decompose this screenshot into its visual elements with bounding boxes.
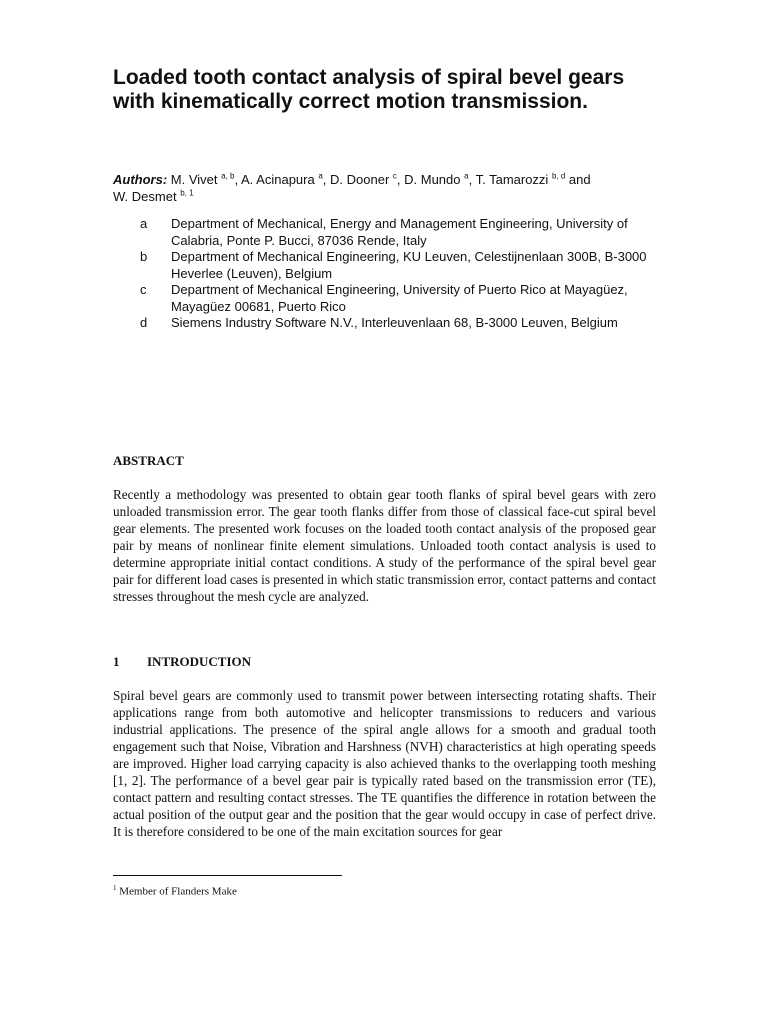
author-affiliation-mark: c	[392, 171, 397, 181]
affiliation-text: Department of Mechanical, Energy and Management Engineering, University of Calabria, Ponte P. Bucci, 87036 Rende, Italy	[171, 216, 628, 248]
introduction-heading	[113, 654, 251, 670]
author-name: D. Dooner	[330, 172, 390, 187]
author-affiliation-mark: a	[318, 171, 323, 181]
affiliation-key: c	[140, 282, 147, 297]
author-line	[113, 171, 658, 205]
affiliation-key: d	[140, 315, 148, 330]
abstract-text: Recently a methodology was presented to obtain gear tooth flanks of spiral bevel gears with zero unloaded transmission error. The gear tooth flanks differ from those of classical face-cut spiral bevel gear elements. The presented work focuses on the loaded tooth contact analysis of the proposed gear pair by means of nonlinear finite element simulations. Unloaded tooth contact analysis is used to determine appropriate initial contact conditions. A study of the performance of the spiral bevel gear pair for different load cases is presented in which static transmission error, contact patterns and contact stresses throughout the mesh cycle are analyzed.	[113, 487, 656, 604]
author-name: D. Mundo	[404, 172, 461, 187]
author-affiliation-mark: b, 1	[180, 188, 194, 198]
affiliation-text: Department of Mechanical Engineering, KU Leuven, Celestijnenlaan 300B, B-3000 Heverlee (Leuven), Belgium	[171, 249, 647, 281]
section-number: 1	[113, 654, 120, 669]
footnote-text: Member of Flanders Make	[119, 885, 237, 898]
author-separator: ,	[468, 172, 476, 187]
author-separator: ,	[234, 172, 241, 187]
author-name: T. Tamarozzi	[475, 172, 549, 187]
author-name: A. Acinapura	[241, 172, 315, 187]
affiliation-item	[140, 282, 660, 315]
affiliation-key: b	[140, 249, 148, 264]
affiliation-text: Department of Mechanical Engineering, University of Puerto Rico at Mayagüez, Mayagüez 00681, Puerto Rico	[171, 282, 628, 314]
author-affiliation-mark: a	[464, 171, 469, 181]
affiliation-item	[140, 216, 660, 249]
affiliation-key: a	[140, 216, 148, 231]
author-separator: ,	[396, 172, 405, 187]
footnote	[113, 884, 237, 898]
introduction-text: Spiral bevel gears are commonly used to transmit power between intersecting rotating shafts. Their applications range from both automotive and helicopter transmissions to reducers and various industrial applications. The presence of the spiral angle allows for a smooth and gradual tooth engagement such that Noise, Vibration and Harshness (NVH) characteristics at high operating speeds are improved. Higher load carrying capacity is also achieved thanks to the overlapping tooth meshing [1, 2]. The performance of a bevel gear pair is typically rated based on the transmission error (TE), contact pattern and resulting contact stresses. The TE quantifies the difference in rotation between the actual position of the output gear and the position that the gear would occupy in case of perfect drive. It is therefore considered to be one of the main excitation sources for gear	[113, 688, 656, 839]
author-name: W. Desmet	[113, 189, 177, 204]
affiliation-text: Siemens Industry Software N.V., Interleuvenlaan 68, B-3000 Leuven, Belgium	[171, 315, 618, 330]
paper-title: Loaded tooth contact analysis of spiral bevel gears with kinematically correct motion transmission.	[113, 66, 625, 113]
authors-label: Authors:	[113, 172, 168, 187]
affiliation-item	[140, 315, 660, 332]
author-separator: and	[565, 172, 591, 187]
author-affiliation-mark: a, b	[221, 171, 235, 181]
footnote-mark: 1	[113, 884, 117, 892]
author-separator: ,	[322, 172, 331, 187]
author-name: M. Vivet	[170, 172, 218, 187]
author-affiliation-mark: b, d	[551, 171, 566, 181]
footnote-divider	[113, 875, 342, 876]
affiliation-list	[140, 216, 660, 332]
abstract-heading: ABSTRACT	[113, 453, 184, 468]
section-title: INTRODUCTION	[147, 654, 252, 669]
affiliation-item	[140, 249, 660, 282]
